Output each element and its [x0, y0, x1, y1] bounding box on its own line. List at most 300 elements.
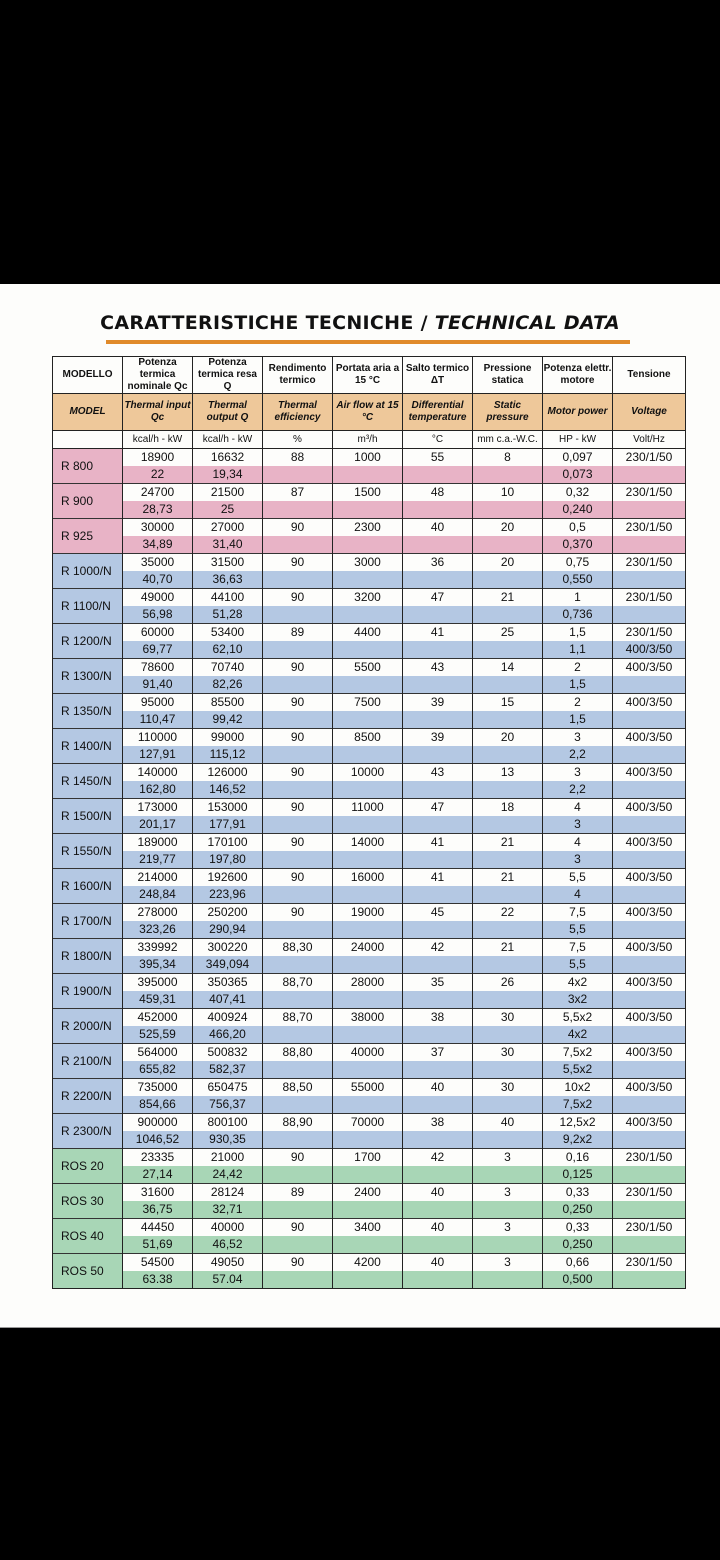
value-cell: 400/3/50: [613, 799, 686, 817]
header-cell: Tensione: [613, 357, 686, 394]
value-cell: [403, 886, 473, 904]
value-cell: 3: [473, 1149, 543, 1167]
value-cell: 23335: [123, 1149, 193, 1167]
value-cell: 20: [473, 729, 543, 747]
value-cell: 3: [473, 1219, 543, 1237]
value-cell: 31500: [193, 554, 263, 572]
value-cell: 126000: [193, 764, 263, 782]
value-cell: [403, 466, 473, 484]
value-cell: [613, 991, 686, 1009]
value-cell: 90: [263, 1254, 333, 1272]
model-cell: R 900: [53, 484, 123, 519]
table-row: [53, 1219, 686, 1237]
value-cell: [473, 991, 543, 1009]
unit-cell: m³/h: [333, 431, 403, 449]
value-cell: 400/3/50: [613, 1114, 686, 1132]
table-row-secondary: [53, 851, 686, 869]
value-cell: 31600: [123, 1184, 193, 1202]
value-cell: 20: [473, 554, 543, 572]
value-cell: 192600: [193, 869, 263, 887]
table-row: [53, 904, 686, 922]
value-cell: [613, 1236, 686, 1254]
value-cell: 110,47: [123, 711, 193, 729]
value-cell: [333, 1236, 403, 1254]
value-cell: 39: [403, 729, 473, 747]
value-cell: 90: [263, 694, 333, 712]
value-cell: 3: [473, 1184, 543, 1202]
value-cell: 395,34: [123, 956, 193, 974]
value-cell: 91,40: [123, 676, 193, 694]
value-cell: [613, 1166, 686, 1184]
value-cell: 16000: [333, 869, 403, 887]
value-cell: [473, 921, 543, 939]
header-cell: Air flow at 15 °C: [333, 394, 403, 431]
value-cell: 22: [123, 466, 193, 484]
value-cell: 27,14: [123, 1166, 193, 1184]
value-cell: [403, 501, 473, 519]
value-cell: [403, 606, 473, 624]
value-cell: 40: [473, 1114, 543, 1132]
value-cell: 19000: [333, 904, 403, 922]
value-cell: 0,250: [543, 1201, 613, 1219]
value-cell: [333, 816, 403, 834]
value-cell: [333, 571, 403, 589]
value-cell: 400/3/50: [613, 659, 686, 677]
value-cell: 12,5x2: [543, 1114, 613, 1132]
value-cell: 0,073: [543, 466, 613, 484]
value-cell: 230/1/50: [613, 449, 686, 467]
value-cell: 189000: [123, 834, 193, 852]
value-cell: 177,91: [193, 816, 263, 834]
value-cell: [263, 851, 333, 869]
value-cell: 90: [263, 904, 333, 922]
value-cell: [473, 711, 543, 729]
header-cell: Thermal input Qc: [123, 394, 193, 431]
model-cell: R 1000/N: [53, 554, 123, 589]
value-cell: 4: [543, 799, 613, 817]
value-cell: [263, 816, 333, 834]
table-row: [53, 1254, 686, 1272]
value-cell: 0,550: [543, 571, 613, 589]
value-cell: 90: [263, 729, 333, 747]
value-cell: 40: [403, 1254, 473, 1272]
value-cell: [263, 781, 333, 799]
value-cell: [403, 1166, 473, 1184]
value-cell: [263, 991, 333, 1009]
value-cell: 16632: [193, 449, 263, 467]
value-cell: 250200: [193, 904, 263, 922]
value-cell: [613, 851, 686, 869]
value-cell: 400/3/50: [613, 1009, 686, 1027]
value-cell: 400/3/50: [613, 694, 686, 712]
value-cell: 0,33: [543, 1184, 613, 1202]
value-cell: 89: [263, 1184, 333, 1202]
value-cell: [263, 676, 333, 694]
value-cell: 30: [473, 1044, 543, 1062]
value-cell: 30000: [123, 519, 193, 537]
value-cell: [263, 956, 333, 974]
value-cell: 0,33: [543, 1219, 613, 1237]
value-cell: 18900: [123, 449, 193, 467]
value-cell: 5,5x2: [543, 1061, 613, 1079]
value-cell: 85500: [193, 694, 263, 712]
value-cell: 47: [403, 799, 473, 817]
value-cell: 22: [473, 904, 543, 922]
value-cell: [403, 536, 473, 554]
value-cell: 1,5: [543, 711, 613, 729]
header-cell: Motor power: [543, 394, 613, 431]
value-cell: 400924: [193, 1009, 263, 1027]
table-row-secondary: [53, 571, 686, 589]
table-row: [53, 799, 686, 817]
value-cell: [263, 501, 333, 519]
value-cell: 1500: [333, 484, 403, 502]
value-cell: [403, 1026, 473, 1044]
table-row: [53, 834, 686, 852]
value-cell: [473, 1026, 543, 1044]
value-cell: [473, 956, 543, 974]
table-row: [53, 694, 686, 712]
value-cell: 30: [473, 1009, 543, 1027]
table-row-secondary: [53, 1271, 686, 1289]
value-cell: 278000: [123, 904, 193, 922]
value-cell: 28124: [193, 1184, 263, 1202]
value-cell: 46,52: [193, 1236, 263, 1254]
units-row: [53, 431, 686, 449]
value-cell: [613, 1026, 686, 1044]
value-cell: [333, 956, 403, 974]
value-cell: 31,40: [193, 536, 263, 554]
value-cell: [263, 1061, 333, 1079]
value-cell: 2,2: [543, 781, 613, 799]
value-cell: 18: [473, 799, 543, 817]
value-cell: 90: [263, 519, 333, 537]
value-cell: 40,70: [123, 571, 193, 589]
value-cell: 153000: [193, 799, 263, 817]
value-cell: 339992: [123, 939, 193, 957]
value-cell: 14000: [333, 834, 403, 852]
value-cell: [613, 676, 686, 694]
value-cell: 49050: [193, 1254, 263, 1272]
model-cell: R 1100/N: [53, 589, 123, 624]
model-cell: R 1600/N: [53, 869, 123, 904]
value-cell: 38000: [333, 1009, 403, 1027]
value-cell: 0,370: [543, 536, 613, 554]
table-row-secondary: [53, 921, 686, 939]
value-cell: [473, 1061, 543, 1079]
table-row-secondary: [53, 991, 686, 1009]
table-row: [53, 1079, 686, 1097]
value-cell: 26: [473, 974, 543, 992]
header-cell: Portata aria a 15 °C: [333, 357, 403, 394]
value-cell: [333, 781, 403, 799]
value-cell: 51,69: [123, 1236, 193, 1254]
unit-cell: mm c.a.-W.C.: [473, 431, 543, 449]
value-cell: 7500: [333, 694, 403, 712]
model-cell: R 1350/N: [53, 694, 123, 729]
value-cell: 5500: [333, 659, 403, 677]
value-cell: 230/1/50: [613, 1219, 686, 1237]
value-cell: 3x2: [543, 991, 613, 1009]
value-cell: 0,736: [543, 606, 613, 624]
table-row: [53, 869, 686, 887]
value-cell: [263, 1166, 333, 1184]
value-cell: 41: [403, 869, 473, 887]
value-cell: 40: [403, 1219, 473, 1237]
value-cell: 400/3/50: [613, 939, 686, 957]
value-cell: 3: [543, 729, 613, 747]
value-cell: 99000: [193, 729, 263, 747]
value-cell: 0,097: [543, 449, 613, 467]
value-cell: 2,2: [543, 746, 613, 764]
value-cell: 0,32: [543, 484, 613, 502]
value-cell: 90: [263, 589, 333, 607]
value-cell: 140000: [123, 764, 193, 782]
model-cell: R 1400/N: [53, 729, 123, 764]
value-cell: 400/3/50: [613, 904, 686, 922]
value-cell: 230/1/50: [613, 1254, 686, 1272]
value-cell: 349,094: [193, 956, 263, 974]
value-cell: [333, 641, 403, 659]
value-cell: 1000: [333, 449, 403, 467]
value-cell: [333, 851, 403, 869]
value-cell: [613, 606, 686, 624]
value-cell: 56,98: [123, 606, 193, 624]
value-cell: 90: [263, 869, 333, 887]
value-cell: 28000: [333, 974, 403, 992]
header-cell: Potenza termica nominale Qc: [123, 357, 193, 394]
header-cell: MODEL: [53, 394, 123, 431]
value-cell: 15: [473, 694, 543, 712]
value-cell: 800100: [193, 1114, 263, 1132]
value-cell: 170100: [193, 834, 263, 852]
value-cell: [333, 501, 403, 519]
value-cell: 1,1: [543, 641, 613, 659]
value-cell: 90: [263, 1219, 333, 1237]
value-cell: 24,42: [193, 1166, 263, 1184]
value-cell: 400/3/50: [613, 764, 686, 782]
value-cell: 49000: [123, 589, 193, 607]
unit-cell: kcal/h - kW: [123, 431, 193, 449]
table-row-secondary: [53, 711, 686, 729]
value-cell: 0,75: [543, 554, 613, 572]
value-cell: 201,17: [123, 816, 193, 834]
value-cell: [473, 536, 543, 554]
value-cell: [473, 606, 543, 624]
value-cell: 55: [403, 449, 473, 467]
value-cell: [473, 746, 543, 764]
value-cell: 350365: [193, 974, 263, 992]
header-row-english: [53, 394, 686, 431]
table-row-secondary: [53, 676, 686, 694]
value-cell: [333, 921, 403, 939]
table-row-secondary: [53, 1166, 686, 1184]
value-cell: [263, 921, 333, 939]
value-cell: 7,5x2: [543, 1044, 613, 1062]
value-cell: 95000: [123, 694, 193, 712]
table-row: [53, 1149, 686, 1167]
value-cell: 173000: [123, 799, 193, 817]
value-cell: 39: [403, 694, 473, 712]
table-row-secondary: [53, 606, 686, 624]
value-cell: 10: [473, 484, 543, 502]
model-cell: R 2100/N: [53, 1044, 123, 1079]
value-cell: 400/3/50: [613, 1044, 686, 1062]
table-row-secondary: [53, 466, 686, 484]
header-cell: Potenza elettr. motore: [543, 357, 613, 394]
value-cell: 7,5: [543, 904, 613, 922]
value-cell: 230/1/50: [613, 554, 686, 572]
value-cell: 24000: [333, 939, 403, 957]
value-cell: 0,240: [543, 501, 613, 519]
unit-cell: Volt/Hz: [613, 431, 686, 449]
value-cell: 219,77: [123, 851, 193, 869]
value-cell: 459,31: [123, 991, 193, 1009]
value-cell: 62,10: [193, 641, 263, 659]
value-cell: 582,37: [193, 1061, 263, 1079]
value-cell: [613, 1271, 686, 1289]
table-row: [53, 1044, 686, 1062]
value-cell: 8500: [333, 729, 403, 747]
value-cell: [613, 466, 686, 484]
value-cell: 51,28: [193, 606, 263, 624]
value-cell: 0,16: [543, 1149, 613, 1167]
value-cell: 452000: [123, 1009, 193, 1027]
value-cell: 40000: [193, 1219, 263, 1237]
value-cell: [333, 711, 403, 729]
value-cell: [613, 536, 686, 554]
value-cell: 1: [543, 589, 613, 607]
value-cell: 87: [263, 484, 333, 502]
header-cell: Static pressure: [473, 394, 543, 431]
value-cell: 21: [473, 939, 543, 957]
value-cell: 37: [403, 1044, 473, 1062]
value-cell: 127,91: [123, 746, 193, 764]
value-cell: 82,26: [193, 676, 263, 694]
value-cell: 90: [263, 834, 333, 852]
value-cell: [613, 1201, 686, 1219]
model-cell: R 1300/N: [53, 659, 123, 694]
value-cell: 2: [543, 694, 613, 712]
value-cell: 162,80: [123, 781, 193, 799]
value-cell: 90: [263, 764, 333, 782]
header-cell: Rendimento termico: [263, 357, 333, 394]
value-cell: 4: [543, 886, 613, 904]
value-cell: 0,66: [543, 1254, 613, 1272]
value-cell: [473, 1131, 543, 1149]
unit-cell: HP - kW: [543, 431, 613, 449]
title-italian: CARATTERISTICHE TECNICHE /: [100, 312, 428, 334]
value-cell: [473, 851, 543, 869]
value-cell: [473, 676, 543, 694]
table-row: [53, 659, 686, 677]
value-cell: [613, 746, 686, 764]
value-cell: 44100: [193, 589, 263, 607]
table-row: [53, 1184, 686, 1202]
table-row-secondary: [53, 886, 686, 904]
table-row-secondary: [53, 536, 686, 554]
value-cell: 400/3/50: [613, 641, 686, 659]
value-cell: 930,35: [193, 1131, 263, 1149]
value-cell: [473, 571, 543, 589]
value-cell: 400/3/50: [613, 974, 686, 992]
model-cell: R 925: [53, 519, 123, 554]
value-cell: 48: [403, 484, 473, 502]
value-cell: 21500: [193, 484, 263, 502]
value-cell: [333, 1096, 403, 1114]
value-cell: 88,90: [263, 1114, 333, 1132]
value-cell: [613, 571, 686, 589]
value-cell: [473, 1236, 543, 1254]
value-cell: [333, 1061, 403, 1079]
model-cell: R 1900/N: [53, 974, 123, 1009]
value-cell: 3400: [333, 1219, 403, 1237]
unit-cell: °C: [403, 431, 473, 449]
value-cell: [403, 1131, 473, 1149]
value-cell: 55000: [333, 1079, 403, 1097]
value-cell: 90: [263, 554, 333, 572]
value-cell: 5,5: [543, 869, 613, 887]
value-cell: 146,52: [193, 781, 263, 799]
value-cell: [403, 641, 473, 659]
value-cell: [263, 711, 333, 729]
value-cell: 88,70: [263, 974, 333, 992]
value-cell: [613, 921, 686, 939]
table-row: [53, 974, 686, 992]
value-cell: [473, 886, 543, 904]
value-cell: 854,66: [123, 1096, 193, 1114]
value-cell: 10x2: [543, 1079, 613, 1097]
value-cell: 90: [263, 799, 333, 817]
value-cell: [263, 746, 333, 764]
value-cell: 42: [403, 939, 473, 957]
table-row-secondary: [53, 641, 686, 659]
value-cell: 1,5: [543, 676, 613, 694]
value-cell: 63.38: [123, 1271, 193, 1289]
model-cell: R 2300/N: [53, 1114, 123, 1149]
value-cell: 5,5: [543, 921, 613, 939]
value-cell: 88,30: [263, 939, 333, 957]
value-cell: 90: [263, 659, 333, 677]
table-row-secondary: [53, 1096, 686, 1114]
value-cell: [263, 536, 333, 554]
value-cell: [613, 1131, 686, 1149]
value-cell: 99,42: [193, 711, 263, 729]
value-cell: [333, 1166, 403, 1184]
value-cell: 400/3/50: [613, 729, 686, 747]
value-cell: 230/1/50: [613, 484, 686, 502]
model-cell: R 1800/N: [53, 939, 123, 974]
value-cell: 7,5x2: [543, 1096, 613, 1114]
value-cell: 4200: [333, 1254, 403, 1272]
value-cell: 4x2: [543, 974, 613, 992]
value-cell: 400/3/50: [613, 834, 686, 852]
value-cell: 30: [473, 1079, 543, 1097]
value-cell: [263, 1026, 333, 1044]
value-cell: [403, 956, 473, 974]
value-cell: 735000: [123, 1079, 193, 1097]
value-cell: [263, 571, 333, 589]
model-cell: ROS 20: [53, 1149, 123, 1184]
value-cell: [403, 1236, 473, 1254]
table-row: [53, 519, 686, 537]
value-cell: 223,96: [193, 886, 263, 904]
value-cell: 40: [403, 1184, 473, 1202]
page-title: [0, 312, 720, 334]
value-cell: 89: [263, 624, 333, 642]
unit-cell: [53, 431, 123, 449]
value-cell: 3200: [333, 589, 403, 607]
